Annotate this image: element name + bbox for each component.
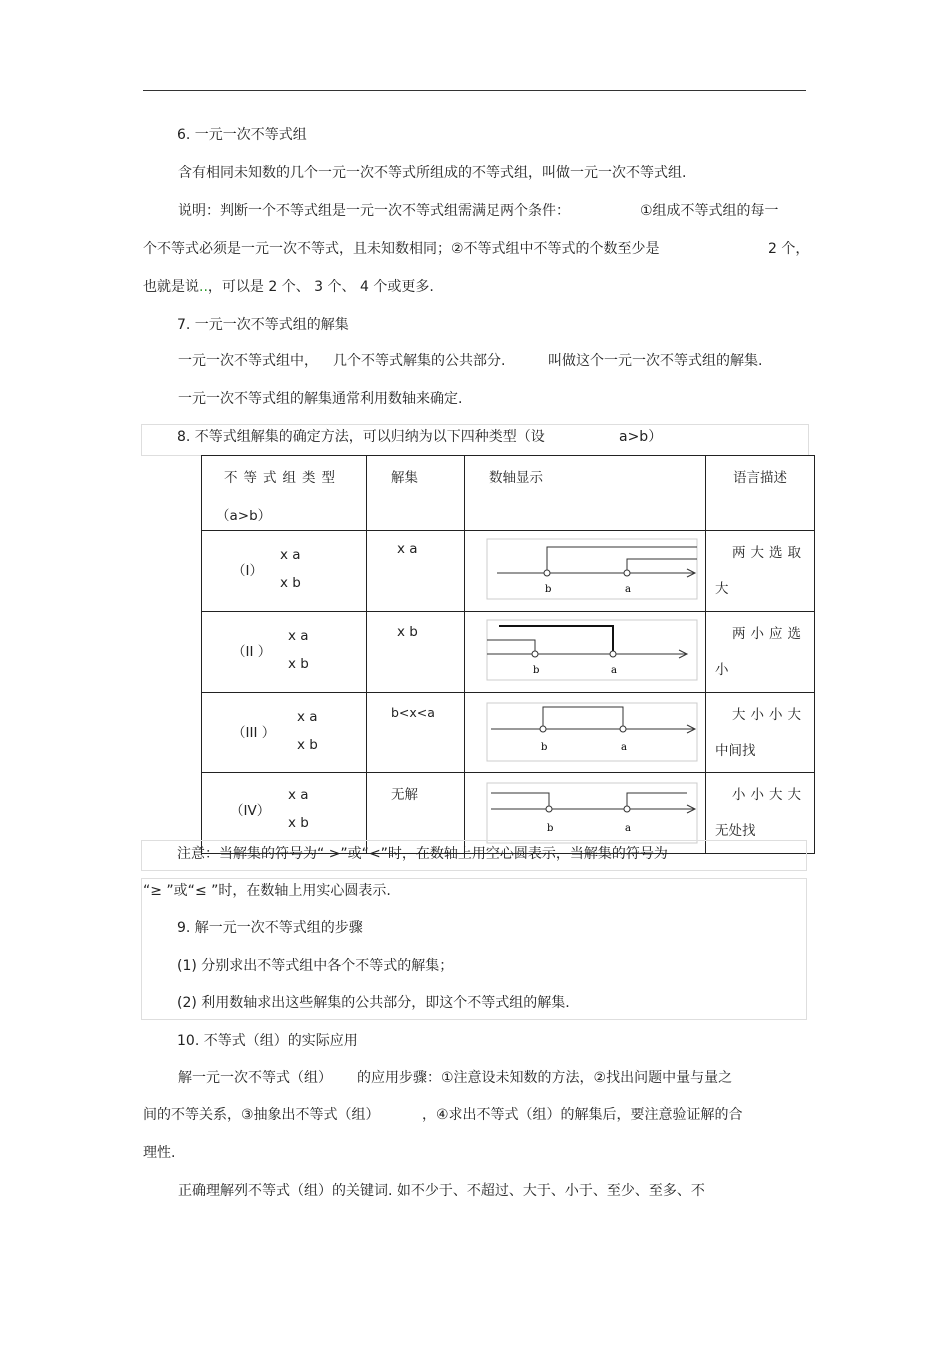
solution-type-table [201,455,815,854]
solution-text: 无解 [391,787,418,803]
section-6-note-e [143,276,434,296]
desc-cell [706,612,815,693]
section-10-p4: 正确理解列不等式（组）的关键词. 如不少于、不超过、大于、小于、至少、至多、不 [178,1183,705,1199]
ray-b [491,793,549,809]
point-a [610,651,616,657]
header-axis-text: 数轴显示 [489,470,543,486]
emphasis-dots: .. [199,279,208,295]
number-line-diagram [465,693,706,768]
inequality-line: x b [288,815,309,831]
table-row [202,612,815,693]
section-6-definition: 含有相同未知数的几个一元一次不等式所组成的不等式组，叫做一元一次不等式组. [178,165,687,181]
ray-a [627,793,687,809]
axis-cell [465,612,706,693]
type-label: （III ） [232,725,276,741]
type-cell [202,693,367,773]
solution-text: x a [397,541,418,557]
desc-line-2: 小 [715,662,729,678]
section-9-step-1: (1) 分别求出不等式组中各个不等式的解集； [177,958,454,974]
section-6-note-c: 个不等式必须是一元一次不等式，且未知数相同；②不等式组中不等式的个数至少是 [143,241,660,257]
desc-cell [706,693,815,773]
section-10-p3: 理性. [143,1145,176,1161]
point-a [624,806,630,812]
axis-label-a: a [625,584,631,595]
axis-label-a: a [625,823,631,834]
section-6-note-b: ①组成不等式组的每一 [640,203,779,219]
section-7-def-c: 叫做这个一元一次不等式组的解集. [548,353,763,369]
header-axis [465,456,706,531]
section-6-note-f: ，可以是 2 个、 3 个、 4 个或更多. [207,279,434,295]
header-type [202,456,367,531]
type-label: （IV） [230,803,271,819]
section-7-title: 7. 一元一次不等式组的解集 [177,317,349,333]
interval-bracket [543,707,623,729]
section-10-p2b: ，④求出不等式（组）的解集后，要注意验证解的合 [422,1107,743,1123]
type-label: （I） [232,563,263,579]
diagram-frame [487,703,697,761]
inequality-line: x b [280,575,301,591]
point-b [540,726,546,732]
type-cell [202,531,367,612]
axis-label-b: b [533,665,540,676]
inequality-line: x b [288,656,309,672]
point-b [546,806,552,812]
point-a [624,570,630,576]
section-8-title: 8. 不等式组解集的确定方法，可以归纳为以下四种类型（设 [177,429,545,445]
axis-label-b: b [547,823,554,834]
number-line-diagram [465,612,706,688]
emphasis-text: 也就是说 [143,279,199,295]
note-line-1: 注意：当解集的符号为“ >”或“<”时，在数轴上用空心圆表示，当解集的符号为 [177,846,668,862]
solution-cell [367,693,465,773]
number-line-diagram [465,773,706,849]
point-a [620,726,626,732]
desc-line-1: 两大选取 [732,545,806,561]
inequality-line: x a [280,547,301,563]
section-7-def-a: 一元一次不等式组中， [178,353,318,369]
diagram-frame [487,539,697,599]
ray-a [627,559,697,573]
desc-line-2: 无处找 [715,823,756,839]
axis-label-b: b [545,584,552,595]
section-6-note-a: 说明：判断一个不等式组是一元一次不等式组需满足两个条件： [178,203,570,219]
inequality-line: x a [288,628,309,644]
diagram-frame [487,620,697,680]
axis-cell [465,531,706,612]
section-7-axis-note: 一元一次不等式组的解集通常利用数轴来确定. [178,391,463,407]
desc-line-1: 大小小大 [732,707,806,723]
header-desc [706,456,815,531]
section-10-p1b: 的应用步骤：①注意设未知数的方法，②找出问题中量与量之 [357,1070,733,1086]
header-type-text: 不等式组类型 [224,470,341,486]
section-7-def-b: 几个不等式解集的公共部分. [333,353,506,369]
type-label: （II ） [232,644,272,660]
section-9-step-2: (2) 利用数轴求出这些解集的公共部分，即这个不等式组的解集. [177,995,570,1011]
desc-line-2: 大 [715,581,729,597]
solution-text: b<x<a [391,705,435,720]
note-line-2: “≥ ”或“≤ ”时，在数轴上用实心圆表示. [143,883,391,899]
section-10-p2a: 间的不等关系，③抽象出不等式（组） [143,1107,380,1123]
desc-line-1: 两小应选 [732,626,806,642]
number-line-diagram [465,531,706,607]
inequality-line: x a [297,709,318,725]
axis-cell [465,693,706,773]
section-8-condition: a>b） [619,429,663,445]
section-6-note-d: 2 个， [768,241,810,257]
section-10-p1a: 解一元一次不等式（组） [178,1070,332,1086]
axis-label-a: a [621,742,627,753]
header-desc-text: 语言描述 [733,470,787,486]
point-b [532,651,538,657]
header-solution [367,456,465,531]
inequality-line: x b [297,737,318,753]
solution-cell [367,612,465,693]
point-b [544,570,550,576]
solution-text: x b [397,624,418,640]
section-10-title: 10. 不等式（组）的实际应用 [177,1033,358,1049]
axis-label-b: b [541,742,548,753]
diagram-frame [487,783,697,843]
section-6-title: 6. 一元一次不等式组 [177,127,307,143]
type-cell [202,612,367,693]
desc-line-2: 中间找 [715,743,756,759]
solution-cell [367,531,465,612]
ray-b [547,547,697,573]
section-9-title: 9. 解一元一次不等式组的步骤 [177,920,363,936]
header-rule [143,90,806,91]
header-solution-text: 解集 [391,470,418,486]
table-header-row [202,456,815,531]
header-type-condition: （a>b） [216,508,272,524]
ray-b [487,640,535,654]
inequality-line: x a [288,787,309,803]
desc-cell [706,531,815,612]
table-row [202,693,815,773]
axis-label-a: a [611,665,617,676]
table-row [202,531,815,612]
desc-line-1: 小小大大 [732,787,806,803]
